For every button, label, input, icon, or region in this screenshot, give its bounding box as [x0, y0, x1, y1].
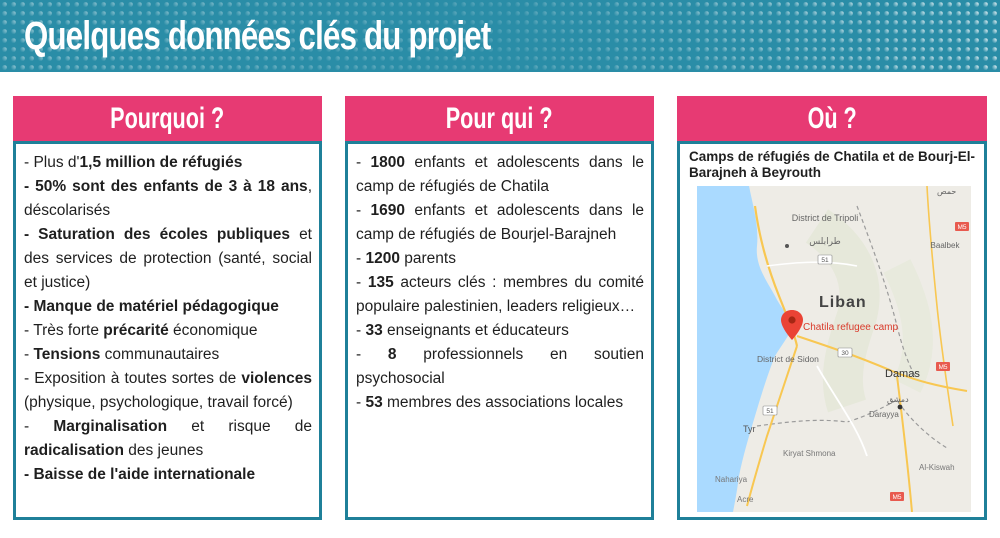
map-marker-label[interactable]: Chatila refugee camp: [803, 322, 899, 333]
list-item: [24, 319, 312, 343]
list-item-text: professionnels en soutien psychosocial: [356, 346, 644, 387]
road-shield-label: 51: [821, 257, 829, 264]
list-item-bold-text: - 50% sont des enfants de 3 à 18 ans: [24, 178, 308, 195]
list-item-text: économique: [168, 322, 258, 339]
list-item-text: -: [356, 202, 371, 219]
sea-area: [697, 186, 793, 512]
list-item-text: , déscolarisés: [24, 178, 312, 219]
list-item-text: membres des associations locales: [382, 394, 624, 411]
map-label-baalbek: Baalbek: [930, 241, 960, 250]
list-item: [356, 343, 644, 391]
list-item-bold-text: - Saturation des écoles publiques: [24, 226, 291, 243]
card-list-pour-qui: [356, 151, 644, 415]
list-item-text: - Plus d': [24, 154, 80, 171]
map-label-acre: Acre: [737, 495, 754, 504]
list-item-text: -: [356, 346, 388, 363]
list-item-bold-text: violences: [241, 370, 312, 387]
list-item-bold-text: Tensions: [33, 346, 101, 363]
list-item: [356, 391, 644, 415]
map-label-kiryat: Kiryat Shmona: [783, 449, 836, 458]
list-item-bold-text: 1690: [370, 202, 406, 219]
list-item-bold-text: précarité: [103, 322, 169, 339]
road-shield-label: 51: [766, 408, 774, 415]
card-title: Où ?: [807, 101, 857, 135]
city-dot: [785, 244, 789, 248]
list-item-bold-text: radicalisation: [24, 442, 124, 459]
map-label-daraya: Darayya: [869, 410, 899, 419]
list-item-bold-text: 1200: [365, 250, 400, 267]
list-item-bold-text: Marginalisation: [53, 418, 168, 435]
card-ou: [677, 96, 987, 520]
list-item-text: -: [356, 394, 366, 411]
list-item: [24, 463, 312, 487]
list-item-bold-text: - Baisse de l'aide internationale: [24, 466, 256, 483]
list-item-bold-text: 1800: [370, 154, 406, 171]
card-header-ou: [677, 96, 987, 144]
card-title: Pour qui ?: [446, 101, 553, 135]
list-item-bold-text: 8: [387, 346, 397, 363]
map-label-sidon: District de Sidon: [757, 354, 819, 364]
list-item: [24, 343, 312, 367]
card-title: Pourquoi ?: [110, 101, 225, 135]
list-item-text: - Très forte: [24, 322, 104, 339]
list-item-text: acteurs clés : membres du comité populaire palestinien, leaders religieux…: [356, 274, 644, 315]
list-item: [24, 223, 312, 295]
card-pourquoi: [13, 96, 322, 520]
list-item-text: enfants et adolescents dans le camp de réfugiés de Chatila: [356, 154, 645, 195]
list-item-text: enseignants et éducateurs: [382, 322, 569, 339]
list-item: [356, 247, 644, 271]
city-dot: [898, 405, 903, 410]
list-item: [24, 151, 312, 175]
map-label-country: Liban: [819, 294, 867, 311]
card-pour-qui: [345, 96, 654, 520]
card-header-pour-qui: [345, 96, 654, 144]
map-caption: Camps de réfugiés de Chatila et de Bourj-El-Barajneh à Beyrouth: [689, 149, 975, 180]
list-item-text: et risque de: [167, 418, 312, 435]
map-label-al-kiswah: Al-Kiswah: [919, 463, 955, 472]
page-title: Quelques données clés du projet: [24, 14, 491, 58]
list-item: [24, 367, 312, 415]
list-item-text: communautaires: [100, 346, 220, 363]
header-banner: [0, 0, 1000, 72]
map[interactable]: [697, 186, 971, 512]
list-item: [24, 415, 312, 463]
list-item-text: -: [356, 154, 371, 171]
road-shield-label: M5: [938, 364, 948, 371]
list-item: [356, 319, 644, 343]
list-item: [356, 199, 644, 247]
list-item-text: -: [24, 346, 34, 363]
card-header-pourquoi: [13, 96, 322, 144]
list-item: [356, 271, 644, 319]
map-label-damas: Damas: [885, 368, 920, 380]
road: [927, 186, 953, 426]
list-item-bold-text: 1,5 million de réfugiés: [79, 154, 243, 171]
list-item-text: -: [24, 418, 54, 435]
map-label-homs-ar: حمص: [937, 187, 957, 196]
list-item-text: enfants et adolescents dans le camp de réfugiés de Bourjel-Barajneh: [356, 202, 645, 243]
map-label-nahariya: Nahariya: [715, 475, 748, 484]
list-item-text: des jeunes: [123, 442, 204, 459]
list-item-text: -: [356, 250, 366, 267]
list-item-text: -: [356, 322, 366, 339]
list-item-text: (physique, psychologique, travail forcé): [24, 394, 293, 411]
list-item-bold-text: 135: [367, 274, 394, 291]
map-label-damas-ar: دمشق: [887, 395, 909, 404]
list-item-text: -: [356, 274, 368, 291]
map-label-tyr: Tyr: [743, 424, 756, 434]
map-graphic: [697, 186, 971, 512]
list-item-text: parents: [399, 250, 456, 267]
road-shield-label: M5: [892, 494, 902, 501]
map-label-tripoli: District de Tripoli: [791, 213, 859, 223]
map-label-tripoli-ar: طرابلس: [809, 237, 841, 247]
card-list-pourquoi: [24, 151, 312, 487]
list-item-bold-text: 53: [365, 394, 383, 411]
list-item: [356, 151, 644, 199]
list-item-text: et des services de protection (santé, social et justice): [24, 226, 312, 291]
list-item: [24, 175, 312, 223]
list-item-bold-text: - Manque de matériel pédagogique: [24, 298, 279, 315]
list-item: [24, 295, 312, 319]
list-item-bold-text: 33: [365, 322, 383, 339]
road-shield-label: 30: [841, 350, 849, 357]
list-item-text: - Exposition à toutes sortes de: [24, 370, 242, 387]
road-shield-label: M5: [957, 224, 967, 231]
